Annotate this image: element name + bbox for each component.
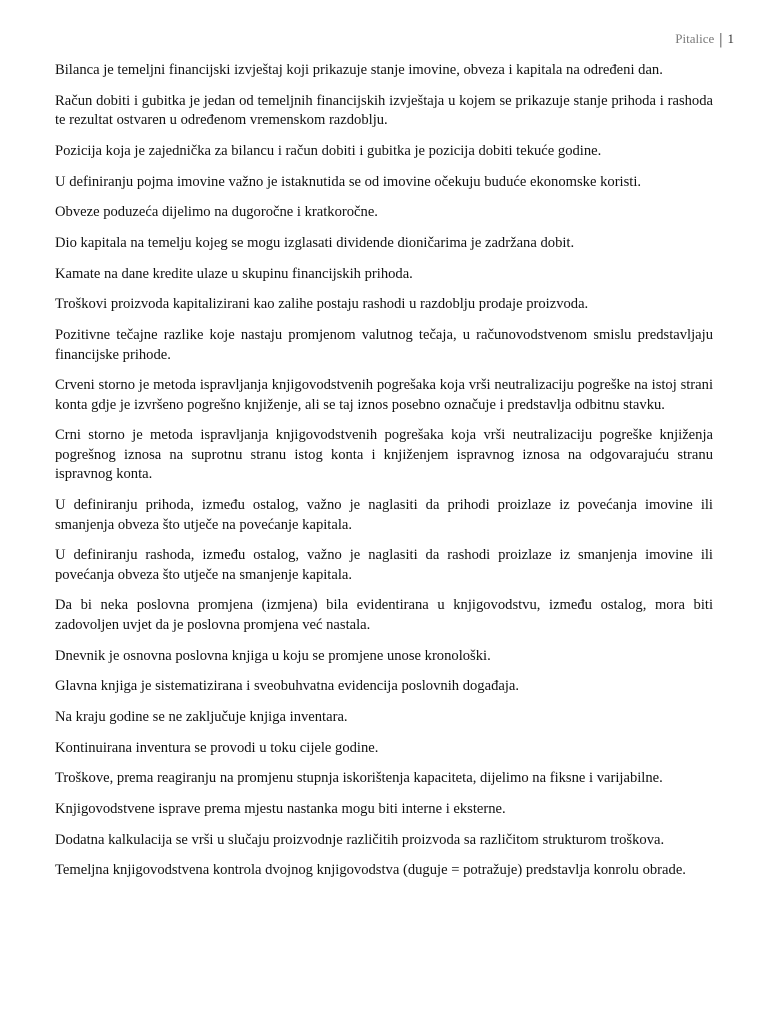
header-title: Pitalice (675, 31, 715, 46)
paragraph-13: U definiranju rashoda, između ostalog, važno je naglasiti da rashodi proizlaze iz smanjenja imovine ili povećanja obveza što utječe na smanjenje kapitala. (55, 547, 713, 583)
paragraph-6: Dio kapitala na temelju kojeg se mogu izglasati dividende dioničarima je zadržana dobit. (55, 234, 575, 251)
paragraph-20: Knjigovodstvene isprave prema mjestu nastanka mogu biti interne i eksterne. (55, 801, 506, 818)
paragraph-17: Na kraju godine se ne zaključuje knjiga inventara. (55, 709, 348, 725)
paragraph-21: Dodatna kalkulacija se vrši u slučaju proizvodnje različitih proizvoda sa različitom strukturom troškova. (55, 831, 665, 848)
paragraph-1: Bilanca je temeljni financijski izvještaj koji prikazuje stanje imovine, obveza i kapitala na određeni dan. (55, 62, 663, 78)
paragraph-9: Pozitivne tečajne razlike koje nastaju promjenom valutnog tečaja, u računovodstvenom smislu predstavljaju financijske prihode. (55, 327, 713, 363)
header-separator: | (719, 30, 723, 48)
paragraph-14: Da bi neka poslovna promjena (izmjena) bila evidentirana u knjigovodstvu, između ostalog, mora biti zadovoljen uvjet da je poslovna promjena već nastala. (55, 597, 713, 633)
paragraph-4: U definiranju pojma imovine važno je istaknutida se od imovine očekuju buduće ekonomske koristi. (55, 173, 642, 190)
document-body (55, 61, 713, 892)
paragraph-3: Pozicija koja je zajednička za bilancu i račun dobiti i gubitka je pozicija dobiti tekuće godine. (55, 142, 602, 159)
page-number: 1 (727, 31, 734, 46)
paragraph-19: Troškove, prema reagiranju na promjenu stupnja iskorištenja kapaciteta, dijelimo na fiksne i varijabilne. (55, 770, 663, 787)
paragraph-10: Crveni storno je metoda ispravljanja knjigovodstvenih pogrešaka koja vrši neutralizaciju pogreške na istoj strani konta gdje je izvršeno pogrešno knjiženje, ali se taj iznos posebno označuje i predstavlja odbitnu stavku. (55, 377, 713, 413)
paragraph-2: Račun dobiti i gubitka je jedan od temeljnih financijskih izvještaja u kojem se prikazuje stanje prihoda i rashoda te rezultat ostvaren u određenom vremenskom razdoblju. (55, 92, 713, 129)
paragraph-5: Obveze poduzeća dijelimo na dugoročne i kratkoročne. (55, 204, 378, 221)
paragraph-8: Troškovi proizvoda kapitalizirani kao zalihe postaju rashodi u razdoblju prodaje proizvoda. (55, 296, 589, 313)
paragraph-16: Glavna knjiga je sistematizirana i sveobuhvatna evidencija poslovnih događaja. (55, 678, 520, 695)
page-header (675, 31, 734, 47)
paragraph-15: Dnevnik je osnovna poslovna knjiga u koju se promjene unose kronološki. (55, 647, 491, 664)
paragraph-22: Temeljna knjigovodstvena kontrola dvojnog knjigovodstva (duguje = potražuje) predstavlja konrolu obrade. (55, 862, 686, 879)
paragraph-11: Crni storno je metoda ispravljanja knjigovodstvenih pogrešaka koja vrši neutralizaciju pogreške knjiženja pogrešnog iznosa na suprotnu stranu istog konta i knjiženjem ispravnog iznosa na odgovarajuću stranu ispravnog konta. (55, 427, 713, 483)
paragraph-18: Kontinuirana inventura se provodi u toku cijele godine. (55, 739, 379, 756)
paragraph-12: U definiranju prihoda, između ostalog, važno je naglasiti da prihodi proizlaze iz povećanja imovine ili smanjenja obveza što utječe na povećanje kapitala. (55, 497, 713, 533)
paragraph-7: Kamate na dane kredite ulaze u skupinu financijskih prihoda. (55, 265, 413, 282)
